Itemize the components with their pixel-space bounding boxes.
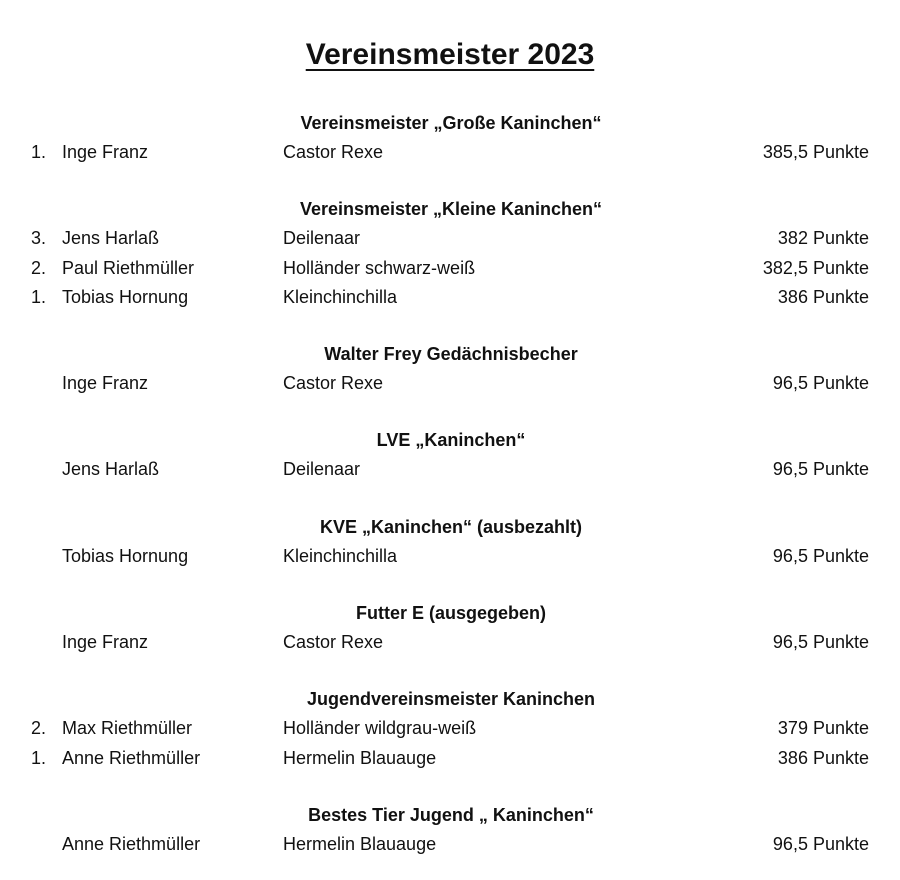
- breeder-name: Max Riethmüller: [62, 718, 193, 739]
- breed-name: Castor Rexe: [283, 373, 384, 394]
- breed-name: Hermelin Blauauge: [283, 833, 437, 854]
- breed-name: Kleinchinchilla: [283, 286, 398, 307]
- award-section: [0, 195, 900, 312]
- points-value: 382 Punkte: [777, 228, 869, 249]
- breed-name: Holländer schwarz-weiß: [283, 257, 476, 278]
- breeder-name: Jens Harlaß: [62, 459, 160, 480]
- breeder-name: Tobias Hornung: [62, 286, 189, 307]
- breeder-name: Jens Harlaß: [62, 228, 160, 249]
- award-section: [0, 685, 900, 773]
- points-value: 379 Punkte: [777, 718, 869, 739]
- breed-name: Deilenaar: [283, 228, 361, 249]
- section-heading: Vereinsmeister „Große Kaninchen“: [300, 113, 602, 133]
- points-value: 96,5 Punkte: [772, 373, 869, 394]
- award-section: [0, 109, 900, 167]
- section-spacer: [0, 312, 900, 340]
- result-row: [0, 830, 900, 859]
- points-value: 96,5 Punkte: [772, 632, 869, 653]
- points-value: 96,5 Punkte: [772, 833, 869, 854]
- breed-name: Castor Rexe: [283, 142, 384, 162]
- page-title: [0, 36, 900, 74]
- result-row: [0, 714, 900, 743]
- result-row: [0, 455, 900, 484]
- breeder-name: Anne Riethmüller: [62, 747, 201, 768]
- page-title-text: Vereinsmeister 2023: [305, 38, 595, 71]
- section-spacer: [0, 657, 900, 685]
- section-heading: Futter E (ausgegeben): [355, 603, 547, 624]
- section-heading: Jugendvereinsmeister Kaninchen: [306, 689, 596, 710]
- section-heading: LVE „Kaninchen“: [376, 430, 526, 451]
- result-row: [0, 369, 900, 398]
- points-value: 382,5 Punkte: [762, 257, 869, 278]
- result-row: [0, 254, 900, 283]
- section-heading: Bestes Tier Jugend „ Kaninchen“: [308, 804, 594, 825]
- section-spacer: [0, 571, 900, 599]
- award-section: [0, 801, 900, 859]
- breed-name: Castor Rexe: [283, 632, 384, 653]
- breeder-name: Tobias Hornung: [62, 545, 189, 566]
- breeder-name: Paul Riethmüller: [62, 257, 195, 278]
- rank-label: 3.: [31, 228, 47, 249]
- rank-label: 2.: [31, 257, 47, 278]
- section-spacer: [0, 773, 900, 801]
- breed-name: Holländer wildgrau-weiß: [283, 718, 477, 739]
- breeder-name: Inge Franz: [62, 373, 149, 394]
- section-heading: KVE „Kaninchen“ (ausbezahlt): [319, 516, 583, 537]
- section-heading: Vereinsmeister „Kleine Kaninchen“: [299, 199, 603, 220]
- result-row: [0, 283, 900, 312]
- section-spacer: [0, 485, 900, 513]
- award-sections: [0, 109, 900, 859]
- result-row: [0, 224, 900, 253]
- section-spacer: [0, 398, 900, 426]
- award-section: [0, 340, 900, 398]
- result-row: [0, 138, 900, 167]
- rank-label: 1.: [31, 142, 47, 162]
- points-value: 96,5 Punkte: [772, 459, 869, 480]
- section-spacer: [0, 167, 900, 195]
- result-row: [0, 542, 900, 571]
- breed-name: Hermelin Blauauge: [283, 747, 437, 768]
- award-section: [0, 513, 900, 571]
- rank-label: 1.: [31, 286, 47, 307]
- breeder-name: Inge Franz: [62, 142, 149, 162]
- points-value: 386 Punkte: [777, 747, 869, 768]
- section-heading: Walter Frey Gedächnisbecher: [324, 344, 578, 365]
- award-section: [0, 426, 900, 484]
- award-section: [0, 599, 900, 657]
- breeder-name: Anne Riethmüller: [62, 833, 201, 854]
- points-value: 385,5 Punkte: [762, 142, 869, 162]
- breed-name: Deilenaar: [283, 459, 361, 480]
- points-value: 386 Punkte: [777, 286, 869, 307]
- breed-name: Kleinchinchilla: [283, 545, 398, 566]
- rank-label: 1.: [31, 747, 47, 768]
- result-row: [0, 628, 900, 657]
- breeder-name: Inge Franz: [62, 632, 149, 653]
- result-row: [0, 744, 900, 773]
- rank-label: 2.: [31, 718, 47, 739]
- points-value: 96,5 Punkte: [772, 545, 869, 566]
